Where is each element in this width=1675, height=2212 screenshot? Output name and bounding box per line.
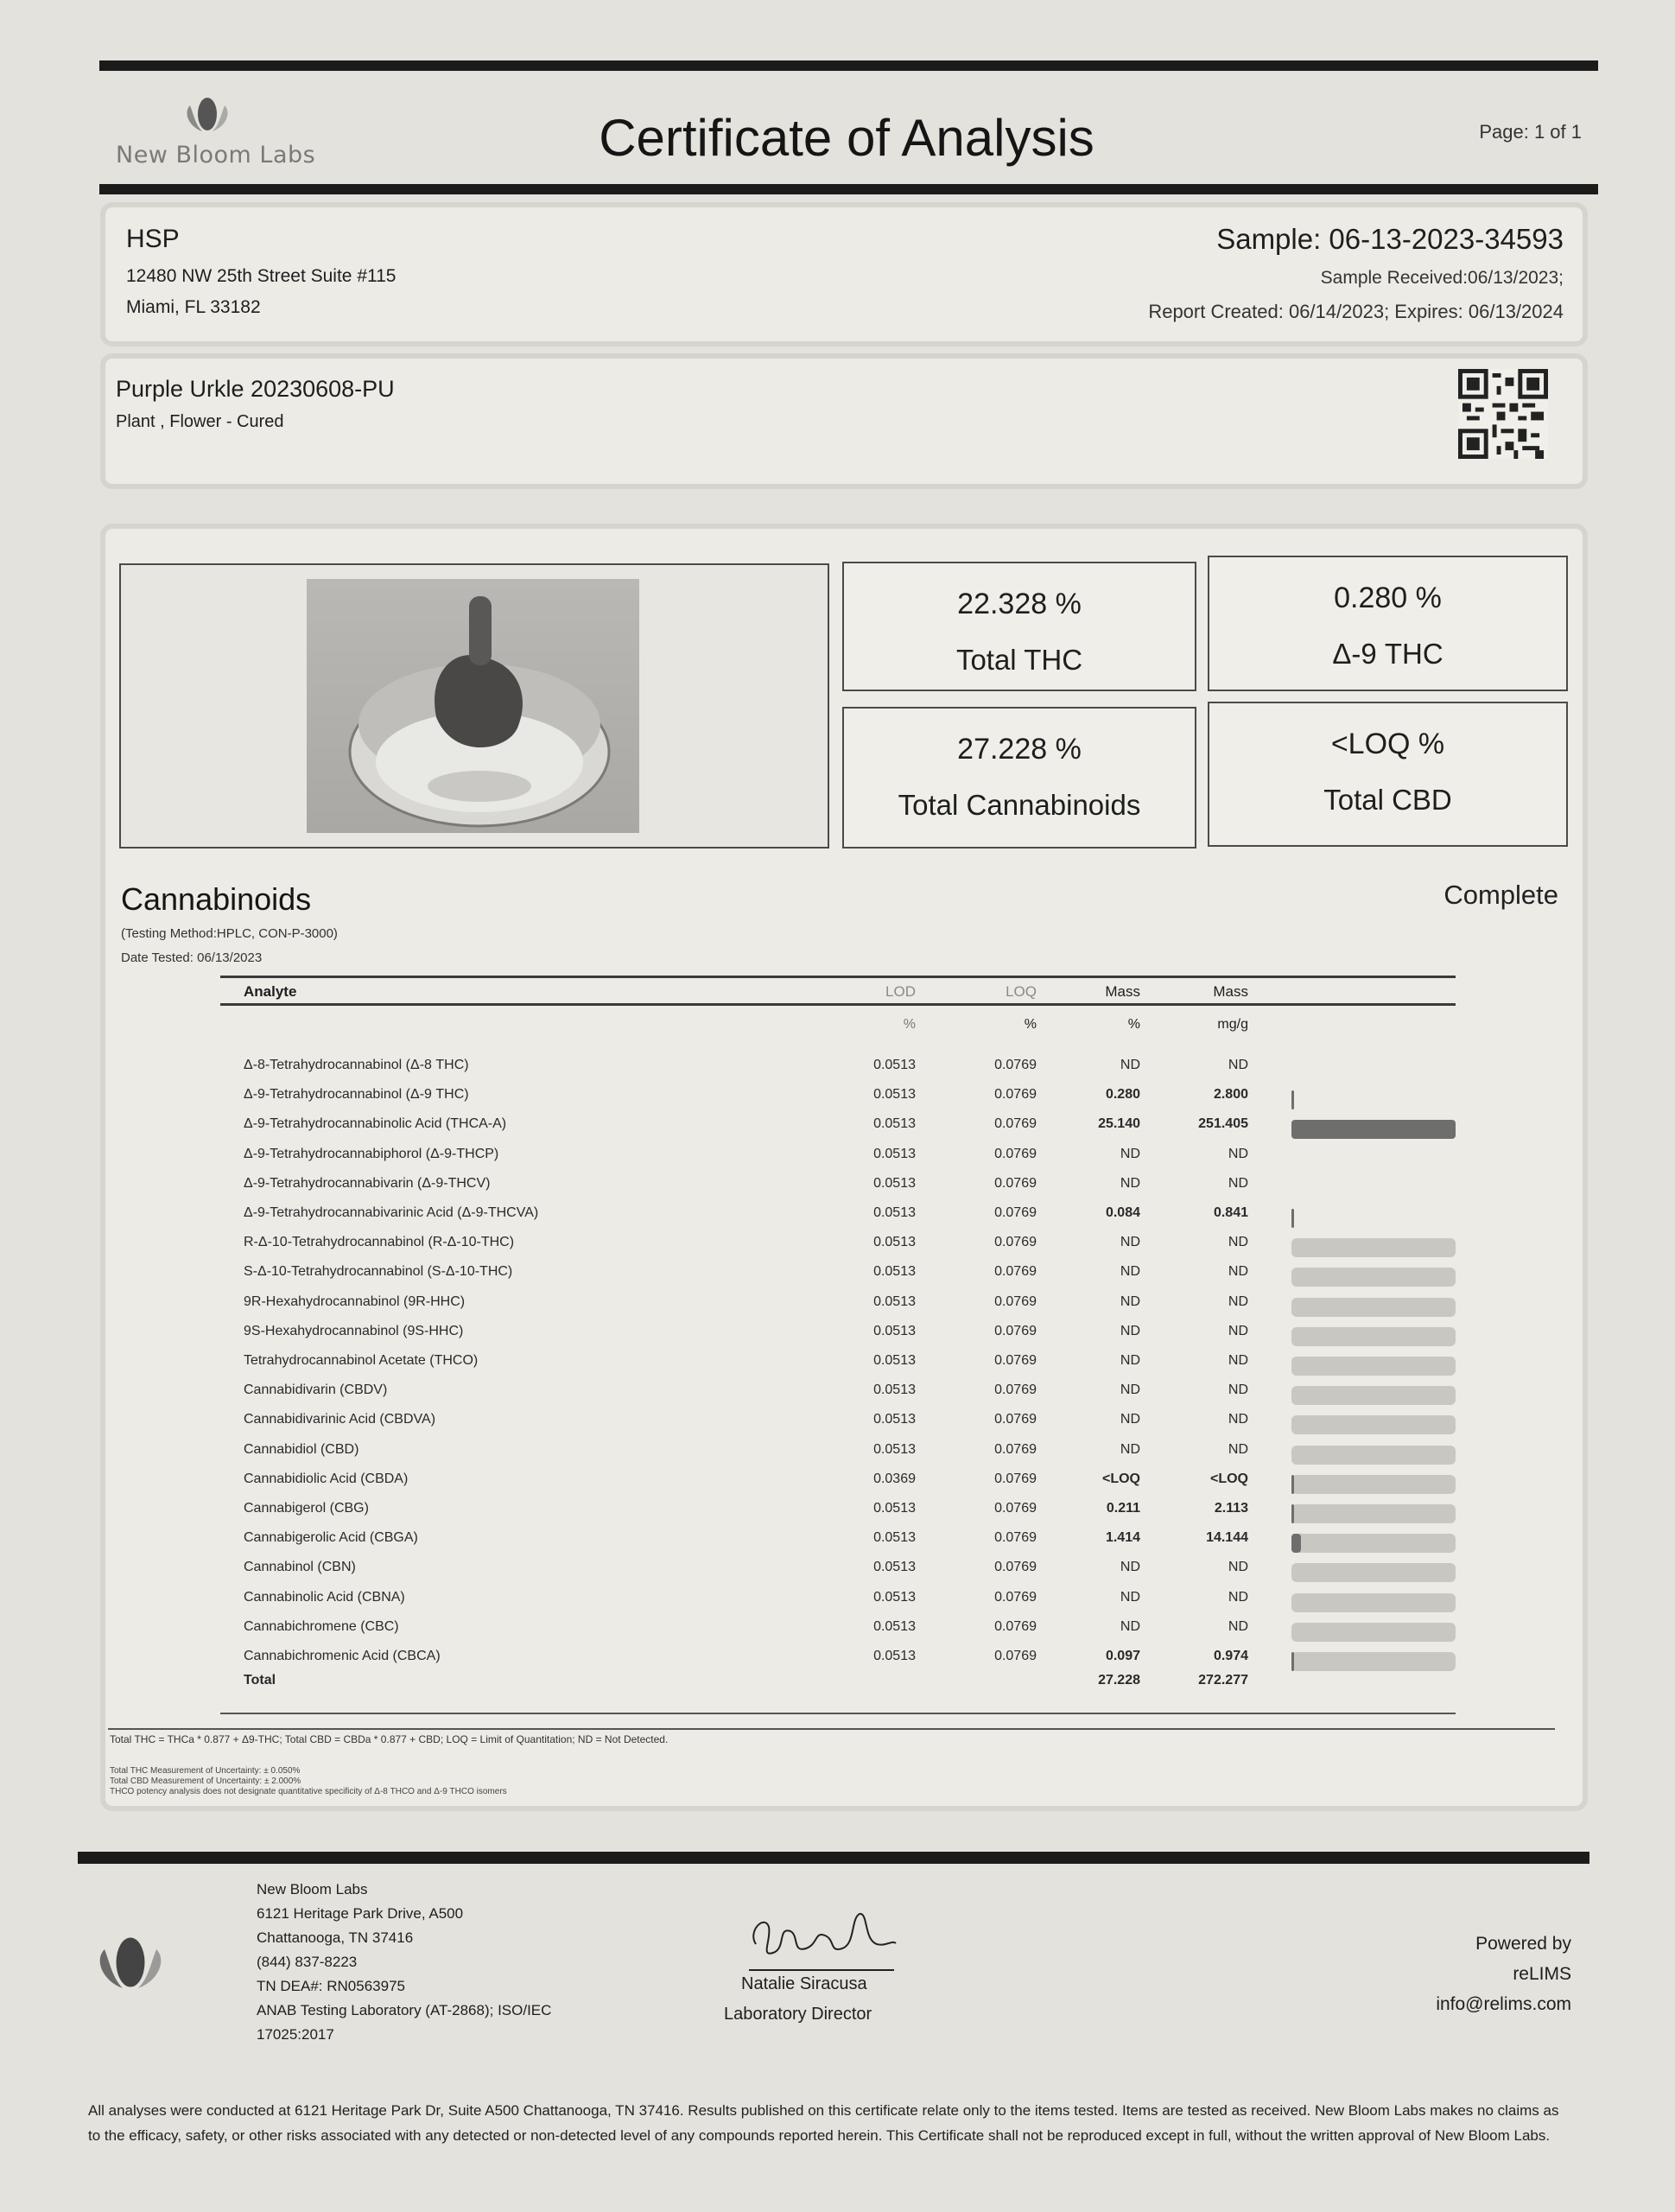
cell-loq: 0.0769: [994, 1323, 1037, 1338]
cell-analyte: Cannabinolic Acid (CBNA): [244, 1589, 405, 1605]
cell-mass-pct: 0.280: [1105, 1087, 1140, 1103]
col-header-mass-pct: Mass: [1105, 983, 1140, 1000]
cell-mass-mgg: ND: [1228, 1618, 1248, 1634]
cell-mass-pct: ND: [1120, 1323, 1140, 1338]
result-bar-track: [1291, 1563, 1456, 1582]
cell-mass-pct: 0.211: [1106, 1501, 1140, 1516]
cell-loq: 0.0769: [994, 1146, 1037, 1161]
cell-mass-pct: ND: [1120, 1146, 1140, 1161]
col-header-analyte: Analyte: [244, 983, 297, 1000]
signature: [739, 1905, 903, 1974]
cell-analyte: Δ-9-Tetrahydrocannabivarinic Acid (Δ-9-THCVA): [244, 1205, 539, 1220]
cell-analyte: Δ-9-Tetrahydrocannabivarin (Δ-9-THCV): [244, 1175, 491, 1191]
cell-analyte: Cannabidivarinic Acid (CBDVA): [244, 1412, 436, 1427]
cell-analyte: Tetrahydrocannabinol Acetate (THCO): [244, 1353, 479, 1368]
cell-mass-mgg: ND: [1228, 1412, 1248, 1427]
cell-mass-pct: ND: [1120, 1058, 1140, 1072]
cell-mass-pct: 0.084: [1105, 1205, 1140, 1220]
client-address-line2: Miami, FL 33182: [126, 297, 261, 317]
stat-label: Δ-9 THC: [1332, 638, 1443, 670]
col-header-lod: LOD: [885, 983, 916, 1000]
stat-label: Total THC: [955, 644, 1083, 676]
client-panel: [105, 207, 1583, 341]
cell-mass-mgg: ND: [1228, 1323, 1248, 1338]
table-row: [0, 1324, 1675, 1353]
powered-by-name: reLIMS: [1513, 1964, 1571, 1984]
cell-loq: 0.0769: [994, 1441, 1037, 1457]
cell-loq: 0.0769: [994, 1618, 1037, 1634]
result-bar: [1291, 1504, 1294, 1523]
cell-lod: 0.0513: [873, 1175, 916, 1191]
cell-total-mass-pct: 27.228: [1098, 1673, 1140, 1688]
footer-rule: [78, 1852, 1589, 1864]
cell-loq: 0.0769: [994, 1412, 1037, 1427]
table-total-row: [0, 1673, 1675, 1702]
result-bar: [1291, 1090, 1294, 1109]
cell-loq: 0.0769: [994, 1649, 1037, 1663]
unit-mass-mgg: mg/g: [1217, 1017, 1248, 1032]
cell-mass-mgg: <LOQ: [1209, 1471, 1248, 1486]
cell-mass-pct: ND: [1120, 1175, 1140, 1191]
lab-contact-line: 17025:2017: [257, 2026, 334, 2043]
cell-loq: 0.0769: [994, 1294, 1037, 1309]
table-row: [0, 1116, 1675, 1146]
flower-in-dish-image: [307, 579, 639, 833]
table-row: [0, 1294, 1675, 1324]
cell-mass-mgg: ND: [1228, 1175, 1248, 1191]
cell-lod: 0.0513: [873, 1382, 916, 1398]
client-address-line1: 12480 NW 25th Street Suite #115: [126, 266, 397, 286]
top-rule: [99, 60, 1598, 71]
cell-mass-pct: ND: [1120, 1353, 1140, 1368]
cell-loq: 0.0769: [994, 1382, 1037, 1398]
section-title: Cannabinoids: [121, 881, 312, 917]
cell-mass-mgg: ND: [1228, 1058, 1248, 1072]
unit-lod: %: [903, 1017, 916, 1032]
testing-method: (Testing Method:HPLC, CON-P-3000): [121, 926, 338, 941]
cell-mass-mgg: ND: [1228, 1589, 1248, 1605]
table-row: [0, 1501, 1675, 1530]
cell-mass-mgg: 0.974: [1213, 1649, 1248, 1663]
table-row: [0, 1412, 1675, 1441]
cell-loq: 0.0769: [994, 1560, 1037, 1575]
cell-loq: 0.0769: [994, 1471, 1037, 1486]
table-header-rule: [220, 1003, 1456, 1006]
lab-contact-line: New Bloom Labs: [257, 1881, 368, 1897]
cell-loq: 0.0769: [994, 1353, 1037, 1368]
cell-loq: 0.0769: [994, 1205, 1037, 1220]
powered-by-label: Powered by: [1475, 1934, 1571, 1954]
page-number: Page: 1 of 1: [1479, 121, 1582, 143]
header-bottom-rule: [99, 184, 1598, 194]
lab-logo-footer-icon: [91, 1931, 170, 1993]
table-row: [0, 1590, 1675, 1619]
cell-mass-mgg: 2.800: [1213, 1087, 1248, 1103]
cell-total-mass-mgg: 272.277: [1198, 1673, 1248, 1688]
table-row: [0, 1560, 1675, 1589]
cell-lod: 0.0513: [873, 1323, 916, 1338]
cell-lod: 0.0513: [873, 1264, 916, 1280]
cell-lod: 0.0369: [873, 1471, 916, 1486]
product-panel: [105, 359, 1583, 484]
cell-mass-pct: ND: [1120, 1382, 1140, 1398]
cell-lod: 0.0513: [873, 1501, 916, 1516]
cell-mass-mgg: ND: [1228, 1264, 1248, 1280]
cell-mass-pct: ND: [1120, 1235, 1140, 1250]
sample-id: Sample: 06-13-2023-34593: [1216, 223, 1564, 255]
cell-lod: 0.0513: [873, 1530, 916, 1546]
table-bottom-rule: [220, 1713, 1456, 1714]
cell-mass-mgg: 14.144: [1206, 1530, 1248, 1546]
stat-delta9-thc: [1208, 556, 1568, 691]
cell-mass-pct: ND: [1120, 1294, 1140, 1309]
result-bar-track: [1291, 1623, 1456, 1642]
cell-lod: 0.0513: [873, 1618, 916, 1634]
cell-analyte: Δ-9-Tetrahydrocannabiphorol (Δ-9-THCP): [244, 1146, 499, 1161]
cell-loq: 0.0769: [994, 1264, 1037, 1280]
table-top-rule: [220, 976, 1456, 978]
cell-mass-mgg: 2.113: [1214, 1501, 1248, 1516]
table-row: [0, 1205, 1675, 1235]
result-bar: [1291, 1120, 1456, 1139]
cell-mass-pct: ND: [1120, 1412, 1140, 1427]
stat-value: <LOQ %: [1330, 728, 1445, 760]
lab-contact-line: Chattanooga, TN 37416: [257, 1929, 414, 1946]
table-row: [0, 1619, 1675, 1649]
product-type: Plant , Flower - Cured: [116, 412, 284, 431]
cell-analyte: Cannabichromenic Acid (CBCA): [244, 1649, 441, 1663]
formula-note: Total THC = THCa * 0.877 + Δ9-THC; Total CBD = CBDa * 0.877 + CBD; LOQ = Limit of Quantitation; ND = Not Detected.: [110, 1733, 669, 1745]
cell-mass-mgg: ND: [1228, 1441, 1248, 1457]
cell-mass-pct: 25.140: [1098, 1116, 1140, 1132]
lab-contact-line: (844) 837-8223: [257, 1954, 358, 1970]
lab-contact-line: TN DEA#: RN0563975: [257, 1978, 405, 1994]
cell-loq: 0.0769: [994, 1501, 1037, 1516]
cell-lod: 0.0513: [873, 1560, 916, 1575]
page-title: Certificate of Analysis: [599, 109, 1094, 167]
result-bar-track: [1291, 1298, 1456, 1317]
cbd-uncertainty-note: Total CBD Measurement of Uncertainty: ± 2.000%: [110, 1777, 301, 1786]
thc-uncertainty-note: Total THC Measurement of Uncertainty: ± 0.050%: [110, 1766, 301, 1776]
cell-mass-pct: ND: [1120, 1441, 1140, 1457]
cell-analyte: 9R-Hexahydrocannabinol (9R-HHC): [244, 1294, 466, 1309]
stat-label: Total Cannabinoids: [898, 789, 1141, 821]
cell-lod: 0.0513: [873, 1116, 916, 1132]
table-row: [0, 1471, 1675, 1501]
cell-analyte: R-Δ-10-Tetrahydrocannabinol (R-Δ-10-THC): [244, 1235, 515, 1250]
sample-photo-frame: [119, 563, 829, 849]
cell-mass-mgg: 251.405: [1198, 1116, 1248, 1132]
cell-analyte: Δ-9-Tetrahydrocannabinol (Δ-9 THC): [244, 1087, 469, 1103]
cell-loq: 0.0769: [994, 1530, 1037, 1546]
date-tested: Date Tested: 06/13/2023: [121, 950, 263, 965]
product-name: Purple Urkle 20230608-PU: [116, 376, 395, 402]
section-status: Complete: [1443, 880, 1558, 910]
lab-logo-text: New Bloom Labs: [116, 142, 316, 168]
result-bar-track: [1291, 1475, 1456, 1494]
unit-loq: %: [1024, 1017, 1037, 1032]
cell-loq: 0.0769: [994, 1087, 1037, 1103]
cell-mass-mgg: ND: [1228, 1235, 1248, 1250]
cell-mass-mgg: ND: [1228, 1560, 1248, 1575]
cell-lod: 0.0513: [873, 1235, 916, 1250]
cell-analyte: S-Δ-10-Tetrahydrocannabinol (S-Δ-10-THC): [244, 1264, 513, 1280]
notes-rule: [108, 1728, 1555, 1730]
cell-analyte: Cannabidiol (CBD): [244, 1441, 359, 1457]
table-row: [0, 1147, 1675, 1176]
cell-mass-mgg: ND: [1228, 1294, 1248, 1309]
result-bar: [1291, 1652, 1294, 1671]
cell-lod: 0.0513: [873, 1146, 916, 1161]
client-name: HSP: [126, 225, 180, 253]
table-row: [0, 1176, 1675, 1205]
sample-received: Sample Received:06/13/2023;: [1320, 268, 1564, 288]
cell-mass-mgg: 0.841: [1213, 1205, 1248, 1220]
table-row: [0, 1087, 1675, 1116]
table-row: [0, 1530, 1675, 1560]
signer-name: Natalie Siracusa: [741, 1974, 867, 1993]
result-bar: [1291, 1534, 1301, 1553]
lab-contact-line: 6121 Heritage Park Drive, A500: [257, 1905, 464, 1922]
cell-analyte: Cannabidiolic Acid (CBDA): [244, 1471, 409, 1486]
cell-lod: 0.0513: [873, 1649, 916, 1663]
table-row: [0, 1353, 1675, 1382]
cell-lod: 0.0513: [873, 1058, 916, 1072]
cell-analyte: 9S-Hexahydrocannabinol (9S-HHC): [244, 1323, 464, 1338]
stat-total-cbd: [1208, 702, 1568, 847]
powered-by-email[interactable]: info@relims.com: [1436, 1994, 1571, 2014]
cell-mass-pct: ND: [1120, 1618, 1140, 1634]
cell-mass-pct: <LOQ: [1101, 1471, 1140, 1486]
cell-analyte: Cannabigerol (CBG): [244, 1501, 369, 1516]
cell-loq: 0.0769: [994, 1058, 1037, 1072]
cell-analyte: Δ-8-Tetrahydrocannabinol (Δ-8 THC): [244, 1058, 469, 1072]
cell-lod: 0.0513: [873, 1205, 916, 1220]
result-bar-track: [1291, 1268, 1456, 1287]
signer-title: Laboratory Director: [724, 2005, 872, 2024]
table-row: [0, 1442, 1675, 1471]
result-bar-track: [1291, 1238, 1456, 1257]
cell-mass-mgg: ND: [1228, 1382, 1248, 1398]
table-row: [0, 1382, 1675, 1412]
stat-value: 27.228 %: [957, 733, 1082, 766]
thco-note: THCO potency analysis does not designate quantitative specificity of Δ-8 THCO and Δ-9 THCO isomers: [110, 1787, 507, 1796]
disclaimer: All analyses were conducted at 6121 Heritage Park Dr, Suite A500 Chattanooga, TN 37416. Results published on this certificate relate only to the items tested. Items are tested as received. New Bloom Labs makes no claims as to the efficacy, safety, or other risks associated with any detected or non-detected level of any compounds reported herein. This Certificate shall not be reproduced except in full, without the written approval of New Bloom Labs.: [88, 2102, 1559, 2144]
cell-loq: 0.0769: [994, 1175, 1037, 1191]
result-bar: [1291, 1209, 1294, 1228]
cell-mass-pct: ND: [1120, 1560, 1140, 1575]
cell-lod: 0.0513: [873, 1294, 916, 1309]
sample-photo: [307, 579, 639, 833]
col-header-mass-mgg: Mass: [1213, 983, 1248, 1000]
result-bar-track: [1291, 1327, 1456, 1346]
cell-mass-pct: 1.414: [1105, 1530, 1140, 1546]
cell-mass-mgg: ND: [1228, 1353, 1248, 1368]
cell-loq: 0.0769: [994, 1235, 1037, 1250]
stat-label: Total CBD: [1323, 784, 1452, 816]
report-dates: Report Created: 06/14/2023; Expires: 06/13/2024: [1148, 301, 1564, 322]
result-bar-track: [1291, 1357, 1456, 1376]
table-row: [0, 1058, 1675, 1087]
cell-loq: 0.0769: [994, 1116, 1037, 1132]
cell-analyte: Δ-9-Tetrahydrocannabinolic Acid (THCA-A): [244, 1116, 507, 1132]
cell-mass-mgg: ND: [1228, 1146, 1248, 1161]
lab-contact-line: ANAB Testing Laboratory (AT-2868); ISO/IEC: [257, 2002, 552, 2018]
result-bar-track: [1291, 1504, 1456, 1523]
cell-mass-pct: ND: [1120, 1589, 1140, 1605]
stat-value: 0.280 %: [1334, 582, 1442, 614]
cell-lod: 0.0513: [873, 1412, 916, 1427]
result-bar: [1291, 1475, 1294, 1494]
result-bar-track: [1291, 1386, 1456, 1405]
cell-mass-pct: 0.097: [1105, 1649, 1140, 1663]
result-bar-track: [1291, 1446, 1456, 1465]
cell-analyte: Cannabidivarin (CBDV): [244, 1382, 388, 1398]
cell-analyte: Cannabinol (CBN): [244, 1560, 356, 1575]
cell-lod: 0.0513: [873, 1589, 916, 1605]
cell-total-label: Total: [244, 1673, 276, 1688]
table-row: [0, 1235, 1675, 1264]
cell-analyte: Cannabichromene (CBC): [244, 1618, 399, 1634]
cell-mass-pct: ND: [1120, 1264, 1140, 1280]
cell-loq: 0.0769: [994, 1589, 1037, 1605]
stat-value: 22.328 %: [957, 588, 1082, 620]
col-header-loq: LOQ: [1006, 983, 1037, 1000]
unit-mass-pct: %: [1127, 1017, 1140, 1032]
stat-total-thc: [842, 562, 1196, 691]
qr-code-icon[interactable]: [1458, 369, 1548, 459]
cell-analyte: Cannabigerolic Acid (CBGA): [244, 1530, 418, 1546]
stat-total-cannabinoids: [842, 707, 1196, 849]
result-bar-track: [1291, 1415, 1456, 1434]
result-bar-track: [1291, 1652, 1456, 1671]
cell-lod: 0.0513: [873, 1087, 916, 1103]
result-bar-track: [1291, 1534, 1456, 1553]
cell-lod: 0.0513: [873, 1353, 916, 1368]
cell-lod: 0.0513: [873, 1441, 916, 1457]
table-row: [0, 1264, 1675, 1294]
result-bar-track: [1291, 1593, 1456, 1612]
